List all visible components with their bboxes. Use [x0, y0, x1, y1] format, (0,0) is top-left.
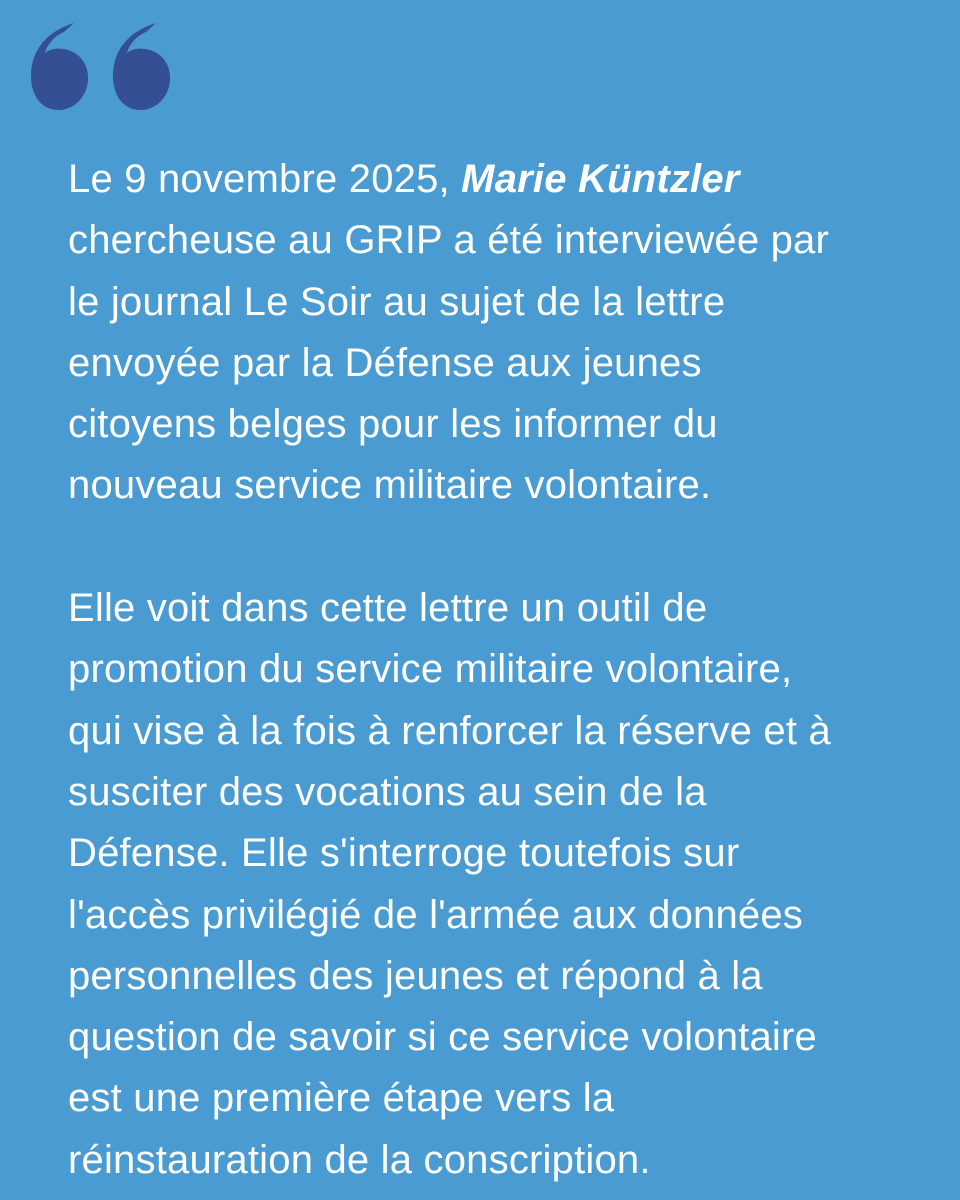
paragraph1-line-6: nouveau service militaire volontaire.	[68, 463, 712, 508]
paragraph2-line-3: qui vise à la fois à renforcer la réserve et à	[68, 708, 831, 753]
paragraph1-line-5: citoyens belges pour les informer du	[68, 402, 718, 447]
paragraph2-line-5: Défense. Elle s'interroge toutefois sur	[68, 831, 740, 876]
paragraph-spacer	[68, 517, 938, 578]
left-double-quote-icon	[30, 14, 190, 118]
paragraph2-line-6: l'accès privilégié de l'armée aux données	[68, 892, 803, 937]
paragraph2-line-7: personnelles des jeunes et répond à la	[68, 953, 763, 998]
paragraph2-line-8: question de savoir si ce service volontaire	[68, 1015, 817, 1060]
paragraph2-line-10: réinstauration de la conscription.	[68, 1137, 651, 1182]
quote-text	[68, 149, 938, 1191]
paragraph2-line-1: Elle voit dans cette lettre un outil de	[68, 586, 708, 631]
paragraph1-line-2: chercheuse au GRIP a été interviewée par	[68, 218, 830, 263]
paragraph1-line-1	[68, 149, 938, 210]
paragraph2-line-2: promotion du service militaire volontaire,	[68, 647, 793, 692]
paragraph1-line-3: le journal Le Soir au sujet de la lettre	[68, 279, 726, 324]
researcher-name: Marie Küntzler	[461, 157, 740, 201]
paragraph1-line-4: envoyée par la Défense aux jeunes	[68, 340, 702, 385]
paragraph2-line-9: est une première étape vers la	[68, 1076, 615, 1121]
date-intro-text: Le 9 novembre 2025,	[68, 157, 462, 201]
paragraph2-line-4: susciter des vocations au sein de la	[68, 769, 707, 814]
